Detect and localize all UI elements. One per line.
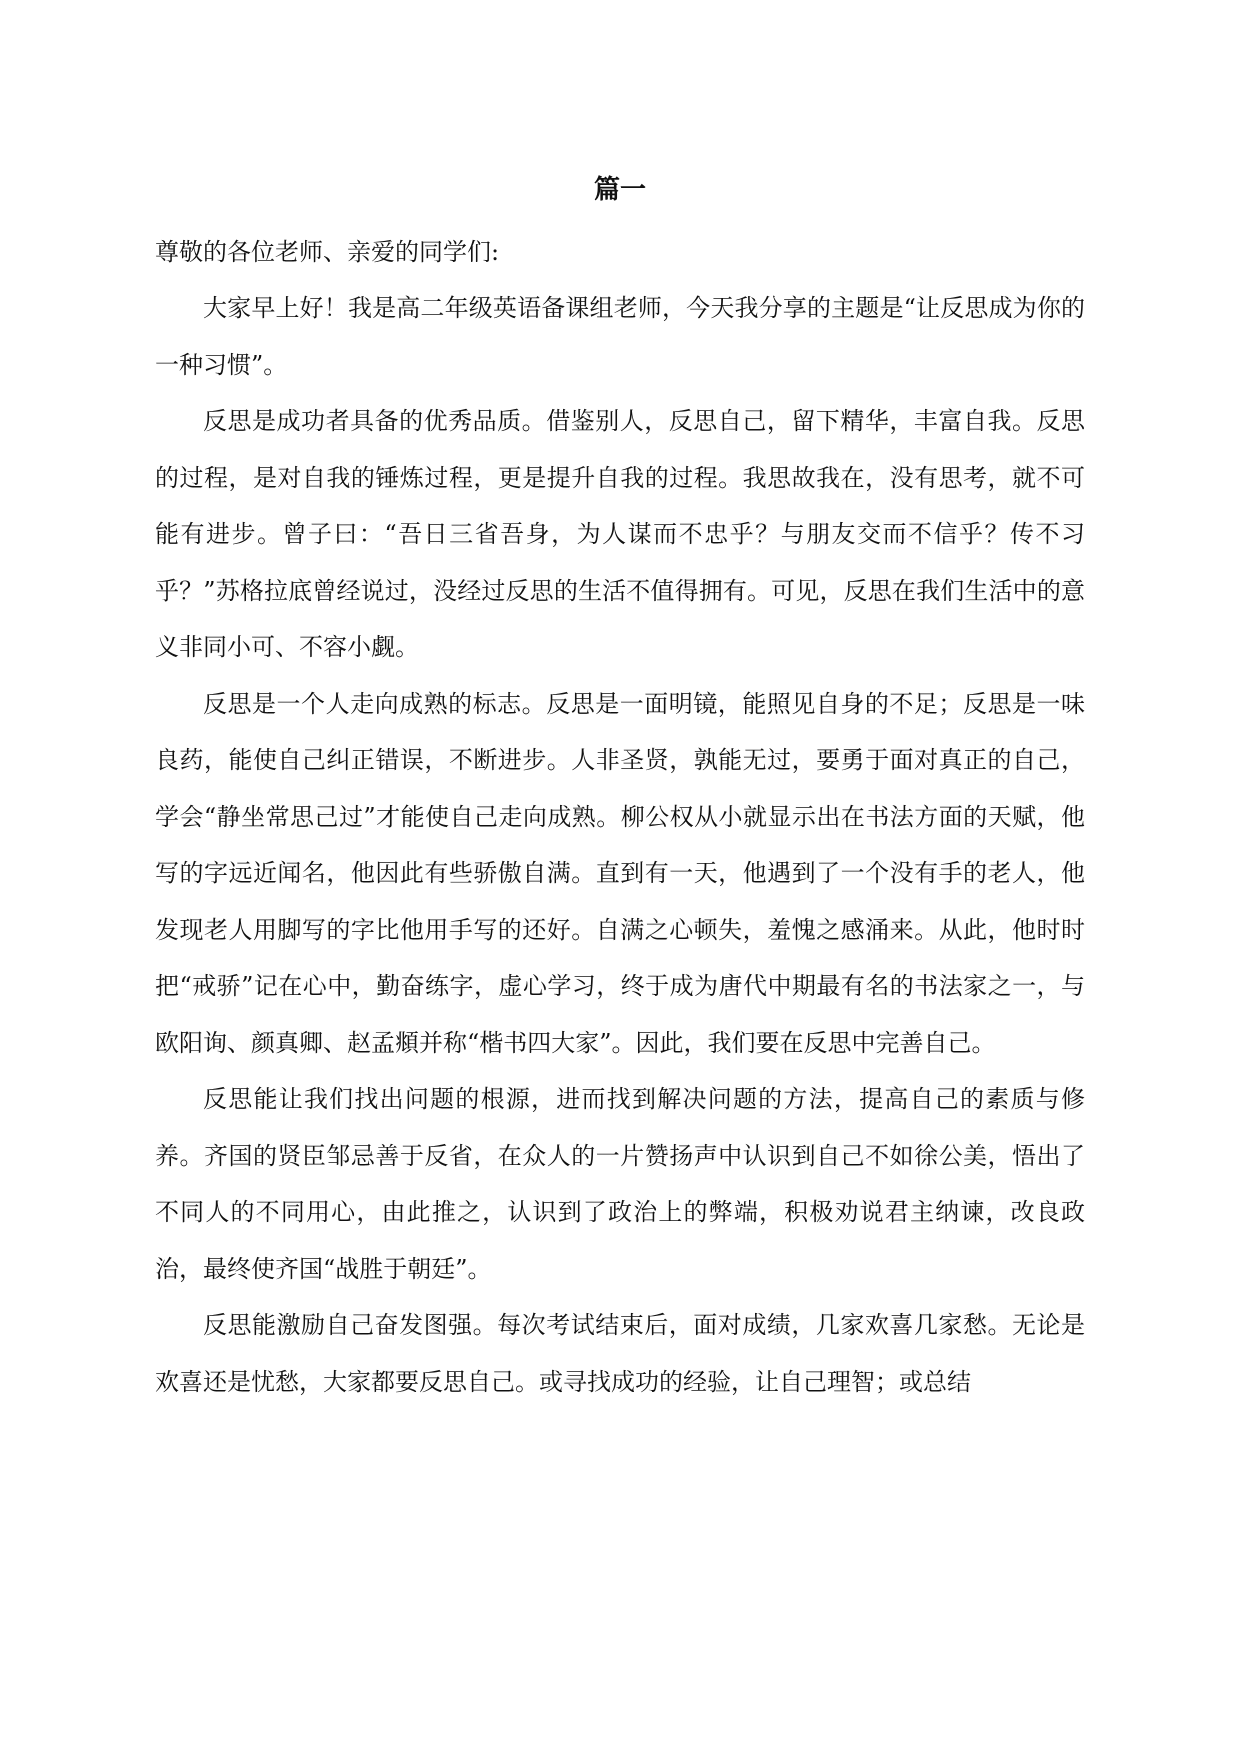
- paragraph-reflection-problems: 反思能让我们找出问题的根源，进而找到解决问题的方法，提高自己的素质与修养。齐国的贤臣邹忌善于反省，在众人的一片赞扬声中认识到自己不如徐公美，悟出了不同人的不同用心，由此推之，认识到了政治上的弊端，积极劝说君主纳谏，改良政治，最终使齐国“战胜于朝廷”。: [155, 1085, 1085, 1283]
- document-page: [155, 170, 1085, 1410]
- paragraph-intro: 大家早上好！我是高二年级英语备课组老师，今天我分享的主题是“让反思成为你的一种习惯”。: [155, 294, 1085, 379]
- paragraph-reflection-quality: 反思是成功者具备的优秀品质。借鉴别人，反思自己，留下精华，丰富自我。反思的过程，是对自我的锤炼过程，更是提升自我的过程。我思故我在，没有思考，就不可能有进步。曾子曰：“吾日三省吾身，为人谋而不忠乎？与朋友交而不信乎？传不习乎？”苏格拉底曾经说过，没经过反思的生活不值得拥有。可见，反思在我们生活中的意义非同小可、不容小觑。: [155, 407, 1085, 661]
- salutation: 尊敬的各位老师、亲爱的同学们:: [155, 238, 500, 266]
- paragraph-reflection-motivation: 反思能激励自己奋发图强。每次考试结束后，面对成绩，几家欢喜几家愁。无论是欢喜还是忧愁，大家都要反思自己。或寻找成功的经验，让自己理智；或总结: [155, 1311, 1085, 1396]
- document-title: 篇一: [593, 175, 646, 205]
- paragraph-reflection-maturity: 反思是一个人走向成熟的标志。反思是一面明镜，能照见自身的不足；反思是一味良药，能使自己纠正错误，不断进步。人非圣贤，孰能无过，要勇于面对真正的自己，学会“静坐常思己过”才能使自己走向成熟。柳公权从小就显示出在书法方面的天赋，他写的字远近闻名，他因此有些骄傲自满。直到有一天，他遇到了一个没有手的老人，他发现老人用脚写的字比他用手写的还好。自满之心顿失，羞愧之感涌来。从此，他时时把“戒骄”记在心中，勤奋练字，虚心学习，终于成为唐代中期最有名的书法家之一，与欧阳询、颜真卿、赵孟頫并称“楷书四大家”。因此，我们要在反思中完善自己。: [155, 689, 1085, 1057]
